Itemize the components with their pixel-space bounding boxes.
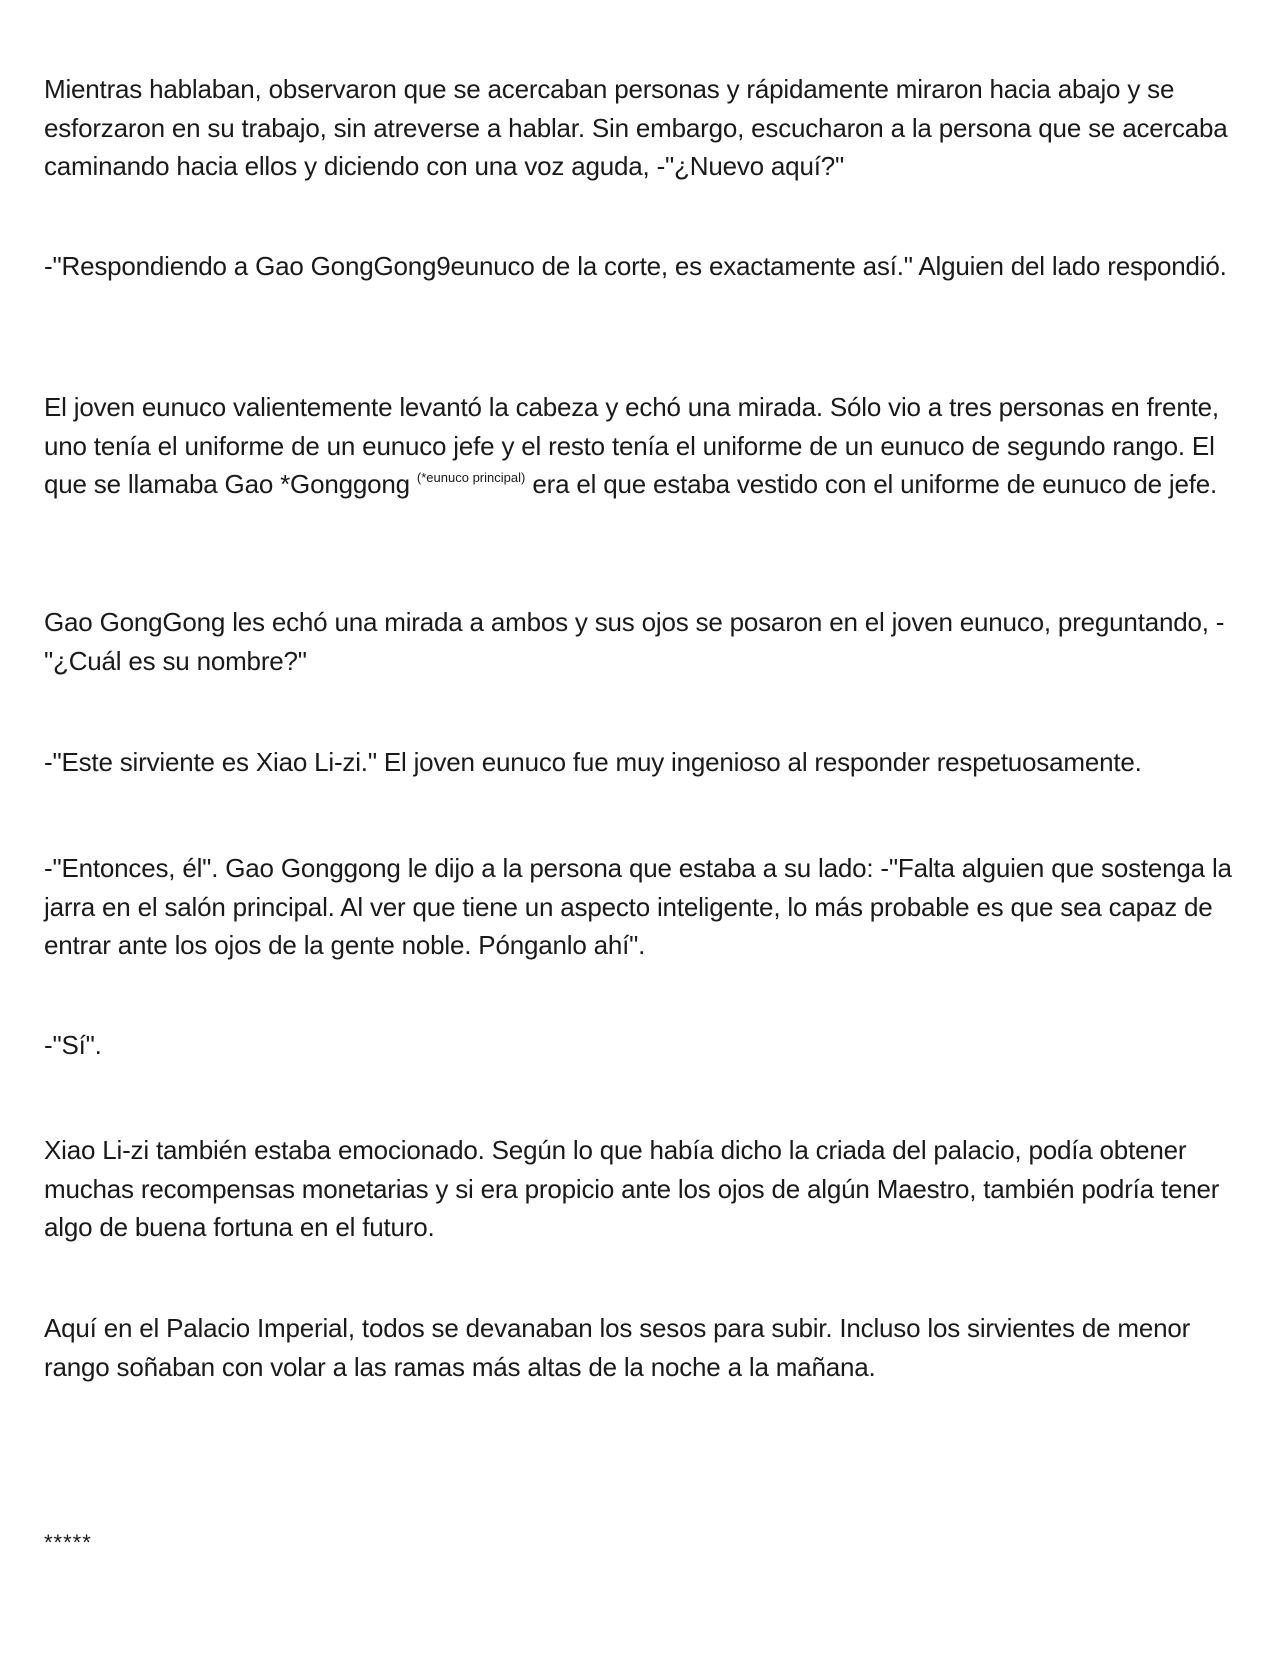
paragraph-6: -"Entonces, él". Gao Gonggong le dijo a la persona que estaba a su lado: -"Falta alguien que sostenga la jarra en el salón principal. Al ver que tiene un aspecto inteligente, lo más probable es que sea capaz de entrar ante los ojos de la gente noble. Pónganlo ahí".	[44, 853, 1232, 960]
paragraph-9: Aquí en el Palacio Imperial, todos se devanaban los sesos para subir. Incluso los sirvientes de menor rango soñaban con volar a las ramas más altas de la noche a la mañana.	[44, 1313, 1191, 1382]
paragraph-3-text-after: era el que estaba vestido con el uniforme de eunuco de jefe.	[525, 469, 1218, 499]
paragraph-3-text-before: El joven eunuco valientemente levantó la cabeza y echó una mirada. Sólo vio a tres personas en frente, uno tenía el uniforme de un eunuco jefe y el resto tenía el uniforme de un eunuco de segundo rango. El que se llamaba Gao *Gonggong	[44, 392, 1219, 499]
section-separator: *****	[44, 1530, 92, 1555]
paragraph-3	[44, 388, 1249, 504]
paragraph-4: Gao GongGong les echó una mirada a ambos y sus ojos se posaron en el joven eunuco, preguntando, -"¿Cuál es su nombre?"	[44, 607, 1225, 676]
paragraph-8: Xiao Li-zi también estaba emocionado. Según lo que había dicho la criada del palacio, podía obtener muchas recompensas monetarias y si era propicio ante los ojos de algún Maestro, también podría tener algo de buena fortuna en el futuro.	[44, 1135, 1220, 1242]
paragraph-2: -"Respondiendo a Gao GongGong9eunuco de la corte, es exactamente así." Alguien del lado respondió.	[44, 251, 1227, 281]
paragraph-7: -"Sí".	[44, 1030, 102, 1060]
paragraph-1: Mientras hablaban, observaron que se acercaban personas y rápidamente miraron hacia abajo y se esforzaron en su trabajo, sin atreverse a hablar. Sin embargo, escucharon a la persona que se acercaba caminando hacia ellos y diciendo con una voz aguda, -"¿Nuevo aquí?"	[44, 74, 1228, 181]
footnote-annotation: (*eunuco principal)	[416, 470, 526, 485]
paragraph-5: -"Este sirviente es Xiao Li-zi." El joven eunuco fue muy ingenioso al responder respetuosamente.	[44, 747, 1142, 777]
